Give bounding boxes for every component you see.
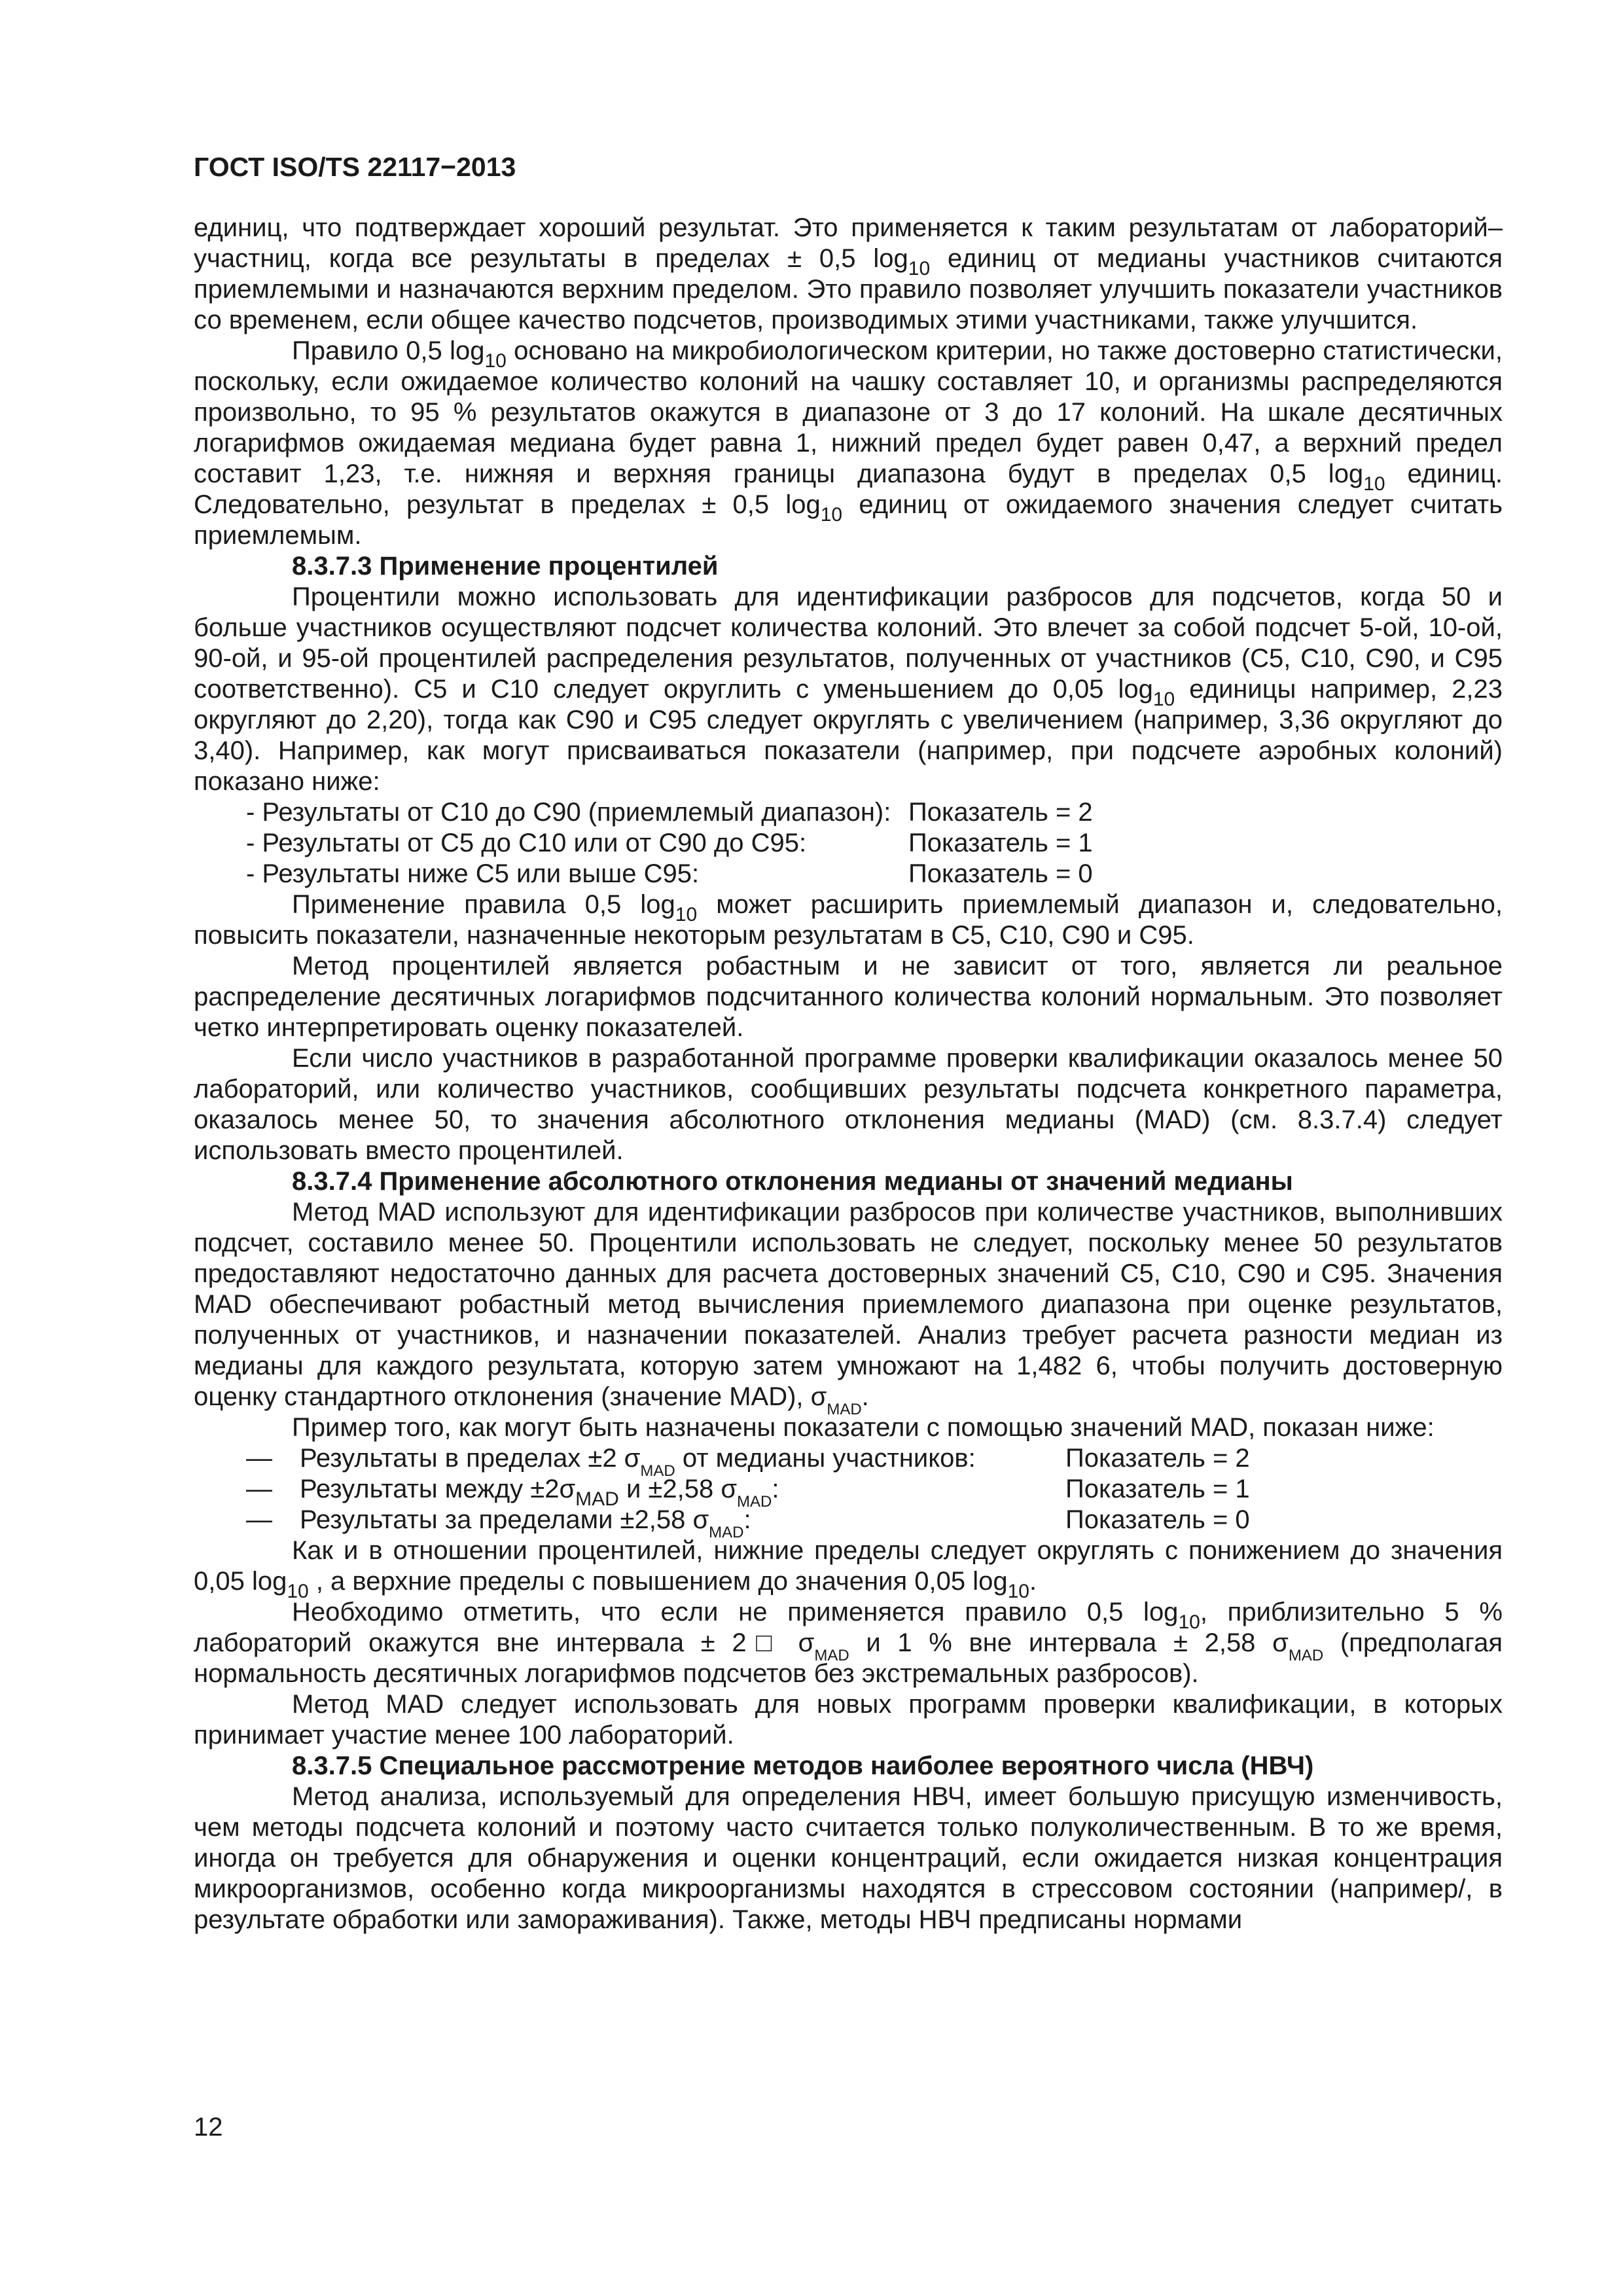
paragraph: Метод MAD следует использовать для новых программ проверки квалификации, в которых принимает участие менее 100 лабораторий. [194,1690,1503,1749]
page-number: 12 [194,2113,223,2142]
document-header: ГОСТ ISO/TS 22117−2013 [194,152,516,182]
paragraph: единиц, что подтверждает хороший результат. Это применяется к таким результатам от лабораторий–участниц, когда все результаты в пределах ± 0,5 $\log_{10}$ единиц от медианы участников считаются приемлемыми и назначаются верхним пределом. Это правило позволяет улучшить показатели участников со временем, если общее качество подсчетов, производимых этими участниками, также улучшится. [194,213,1503,334]
section-heading: 8.3.7.3 Применение процентилей [292,552,719,581]
paragraph: Процентили можно использовать для идентификации разбросов для подсчетов, когда 50 и больше участников осуществляют подсчет количества колоний. Это влечет за собой подсчет 5-ой, 10-ой, 90-ой, и 95-ой процентилей распределения результатов, полученных от участников (С5, С10, С90, и С95 соответственно). С5 и С10 следует округлить с уменьшением до 0,05 $\log_{10}$ единицы например, 2,23 округляют до 2,20), тогда как С90 и С95 следует округлять с увеличением (например, 3,36 округляют до 3,40). Например, как могут присваиваться показатели (например, при подсчете аэробных колоний) показано ниже: [194,583,1503,796]
paragraph: Пример того, как могут быть назначены показатели с помощью значений MAD, показан ниже: [292,1413,1435,1442]
list-item: — Результаты в пределах ±2 $\sigma_{MAD}$ от медианы участников: Показатель = 2 [194,1443,1503,1474]
list-item: — Результаты за пределами ±2,58 $\sigma_{MAD}$: Показатель = 0 [194,1505,1503,1535]
paragraph: Необходимо отметить, что если не применяется правило 0,5 $\log_{10}$, приблизительно 5 % лабораторий окажутся вне интервала ± 2□ $\sigma_{MAD}$ и 1 % вне интервала ± 2,58 $\sigma_{MAD}$ (предполагая нормальность десятичных логарифмов подсчетов без экстремальных разбросов). [194,1598,1503,1688]
dash-bullet: — [246,1475,272,1503]
list-item: - Результаты от С5 до С10 или от С90 до С95: Показатель = 1 [246,829,1093,857]
score-list-percentiles [194,797,1503,889]
section-heading: 8.3.7.5 Специальное рассмотрение методов наиболее вероятного числа (НВЧ) [292,1751,1314,1780]
dash-bullet: — [246,1505,272,1534]
paragraph: Метод MAD используют для идентификации разбросов при количестве участников, выполнивших подсчет, составило менее 50. Процентили использовать не следует, поскольку менее 50 результатов предоставляют недостаточно данных для расчета достоверных значений С5, С10, С90 и С95. Значения MAD обеспечивают робастный метод вычисления приемлемого диапазона при оценке результатов, полученных от участников, и назначении показателей. Анализ требует расчета разности медиан из медианы для каждого результата, которую затем умножают на 1,482 6, чтобы получить достоверную оценку стандартного отклонения (значение MAD), $\sigma_{MAD}$. [194,1198,1503,1418]
paragraph: Как и в отношении процентилей, нижние пределы следует округлять с понижением до значения 0,05 $\log_{10}$ , а верхние пределы с повышением до значения 0,05 $\log_{10}$. [194,1536,1503,1602]
dash-bullet: — [246,1444,272,1473]
section-heading: 8.3.7.4 Применение абсолютного отклонения медианы от значений медианы [292,1167,1293,1196]
paragraph: Если число участников в разработанной программе проверки квалификации оказалось менее 50 лабораторий, или количество участников, сообщивших результаты подсчета конкретного параметра, оказалось менее 50, то значения абсолютного отклонения медианы (MAD) (см. 8.3.7.4) следует использовать вместо процентилей. [194,1044,1503,1165]
score-list-mad [194,1443,1503,1541]
list-item: — Результаты между $\pm 2\sigma_{MAD}$ и ±2,58 $\sigma_{MAD}$: Показатель = 1 [194,1474,1503,1505]
list-item: - Результаты от С10 до С90 (приемлемый диапазон): Показатель = 2 [246,798,1093,827]
list-item: - Результаты ниже С5 или выше С95: Показатель = 0 [246,859,1093,888]
paragraph: Правило 0,5 $\log_{10}$ основано на микробиологическом критерии, но также достоверно статистически, поскольку, если ожидаемое количество колоний на чашку составляет 10, и организмы распределяются произвольно, то 95 % результатов окажутся в диапазоне от 3 до 17 колоний. На шкале десятичных логарифмов ожидаемая медиана будет равна 1, нижний предел будет равен 0,47, а верхний предел составит 1,23, т.е. нижняя и верхняя границы диапазона будут в пределах 0,5 $\log_{10}$ единиц. Следовательно, результат в пределах ± 0,5 $\log_{10}$ единиц от ожидаемого значения следует считать приемлемым. [194,336,1503,550]
paragraph: Метод анализа, используемый для определения НВЧ, имеет большую присущую изменчивость, чем методы подсчета колоний и поэтому часто считается только полуколичественным. В то же время, иногда он требуется для обнаружения и оценки концентраций, если ожидается низкая концентрация микроорганизмов, особенно когда микроорганизмы находятся в стрессовом состоянии (например/, в результате обработки или замораживания). Также, методы НВЧ предписаны нормами [194,1782,1503,1934]
paragraph: Применение правила 0,5 $\log_{10}$ может расширить приемлемый диапазон и, следовательно, повысить показатели, назначенные некоторым результатам в С5, С10, С90 и С95. [194,890,1503,950]
document-page [194,152,1503,1935]
paragraph: Метод процентилей является робастным и не зависит от того, является ли реальное распределение десятичных логарифмов подсчитанного количества колоний нормальным. Это позволяет четко интерпретировать оценку показателей. [194,952,1503,1042]
